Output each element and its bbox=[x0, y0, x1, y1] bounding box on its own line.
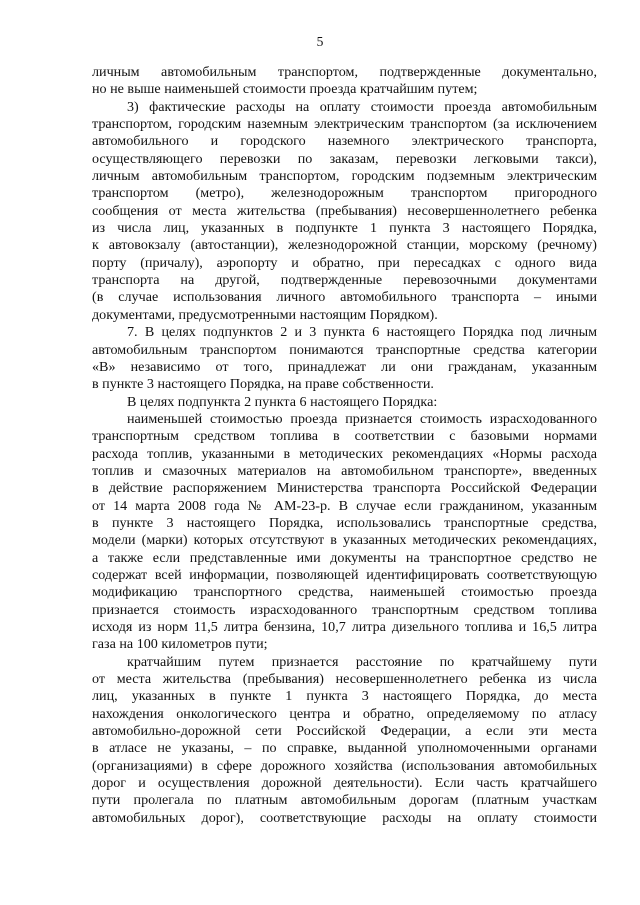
text-line: а также если представленные ими документы на транспортное средство не bbox=[92, 549, 597, 566]
text-line: топлив и смазочных материалов на автомобильном транспорте», введенных bbox=[92, 462, 597, 479]
text-line: (организациями) в сфере дорожного хозяйства (использования автомобильных bbox=[92, 757, 597, 774]
text-line: личным автомобильным транспортом, подтвержденные документально, bbox=[92, 64, 597, 80]
text-line: транспортом (метро), железнодорожным транспортом пригородного bbox=[92, 185, 597, 202]
text-line: признается стоимость израсходованного транспортным средством топлива bbox=[92, 601, 597, 618]
text-line: 7. В целях подпунктов 2 и 3 пункта 6 настоящего Порядка под личным bbox=[127, 324, 597, 341]
text-line: сообщения от места жительства (пребывания) несовершеннолетнего ребенка bbox=[92, 202, 597, 219]
text-line: транспортным средством топлива в соответствии с базовыми нормами bbox=[92, 428, 597, 445]
document-body bbox=[92, 64, 597, 827]
page-number: 5 bbox=[316, 34, 324, 49]
text-line: исходя из норм 11,5 литра бензина, 10,7 литра дизельного топлива и 16,5 литра bbox=[92, 619, 597, 635]
text-line: в действие распоряжением Министерства транспорта Российской Федерации bbox=[92, 480, 597, 497]
text-line: автомобильным транспортом понимаются транспортные средства категории bbox=[92, 341, 597, 358]
text-line: но не выше наименьшей стоимости проезда кратчайшим путем; bbox=[92, 81, 478, 98]
text-line: 3) фактические расходы на оплату стоимости проезда автомобильным bbox=[127, 98, 597, 115]
text-line: лиц, указанных в пункте 1 пункта 3 настоящего Порядка, до места bbox=[92, 688, 597, 705]
text-line: модели (марки) которых отсутствуют в указанных методических рекомендациях, bbox=[92, 532, 597, 549]
text-line: в пункте 3 настоящего Порядка, на праве собственности. bbox=[92, 376, 434, 393]
text-line: личным автомобильным транспортом, городским подземным электрическим bbox=[92, 168, 597, 185]
text-line: пути пролегала по платным автомобильным дорогам (платным участкам bbox=[92, 792, 597, 809]
text-line: В целях подпункта 2 пункта 6 настоящего Порядка: bbox=[127, 393, 438, 410]
text-line: к автовокзалу (автостанции), железнодорожной станции, морскому (речному) bbox=[92, 237, 597, 254]
text-line: транспорта на другой, подтвержденные перевозочными документами bbox=[92, 272, 597, 289]
text-line: содержат всей информации, позволяющей идентифицировать соответствующую bbox=[92, 566, 597, 583]
text-line: порту (причалу), аэропорту и обратно, при пересадках с одного вида bbox=[92, 254, 597, 271]
text-line: в пункте 3 настоящего Порядка, использовались транспортные средства, bbox=[92, 514, 597, 531]
text-line: транспортом, городским наземным электрическим транспортом (за исключением bbox=[92, 116, 597, 133]
text-line: расхода топлив, указанными в методических рекомендациях «Нормы расхода bbox=[92, 445, 597, 462]
text-line: кратчайшим путем признается расстояние по кратчайшему пути bbox=[127, 653, 597, 670]
text-line: в атласе не указаны, – по справке, выданной уполномоченными органами bbox=[92, 740, 597, 757]
text-line: автомобильно-дорожной сети Российской Федерации, а если эти места bbox=[92, 723, 597, 740]
text-line: автомобильного и городского наземного электрического транспорта, bbox=[92, 133, 597, 150]
text-line: осуществляющего перевозки по заказам, перевозки легковыми такси), bbox=[92, 150, 597, 167]
text-line: дорог и осуществления дорожной деятельности). Если часть кратчайшего bbox=[92, 775, 597, 792]
text-line: от места жительства (пребывания) несовершеннолетнего ребенка из числа bbox=[92, 671, 597, 688]
text-line: документами, предусмотренными настоящим Порядком). bbox=[92, 306, 438, 323]
text-line: модификацию транспортного средства, наименьшей стоимостью проезда bbox=[92, 584, 597, 601]
text-line: из числа лиц, указанных в подпункте 1 пункта 3 настоящего Порядка, bbox=[92, 220, 597, 237]
text-line: «В» независимо от того, принадлежат ли они гражданам, указанным bbox=[92, 358, 597, 375]
text-line: автомобильных дорог), соответствующие расходы на оплату стоимости bbox=[92, 809, 597, 826]
text-line: (в случае использования личного автомобильного транспорта – иными bbox=[92, 289, 597, 306]
text-line: газа на 100 километров пути; bbox=[92, 636, 268, 653]
text-line: наименьшей стоимостью проезда признается стоимость израсходованного bbox=[127, 410, 597, 427]
text-line: от 14 марта 2008 года № АМ-23-р. В случае если гражданином, указанным bbox=[92, 497, 597, 514]
text-line: нахождения онкологического центра и обратно, определяемому по атласу bbox=[92, 705, 597, 722]
